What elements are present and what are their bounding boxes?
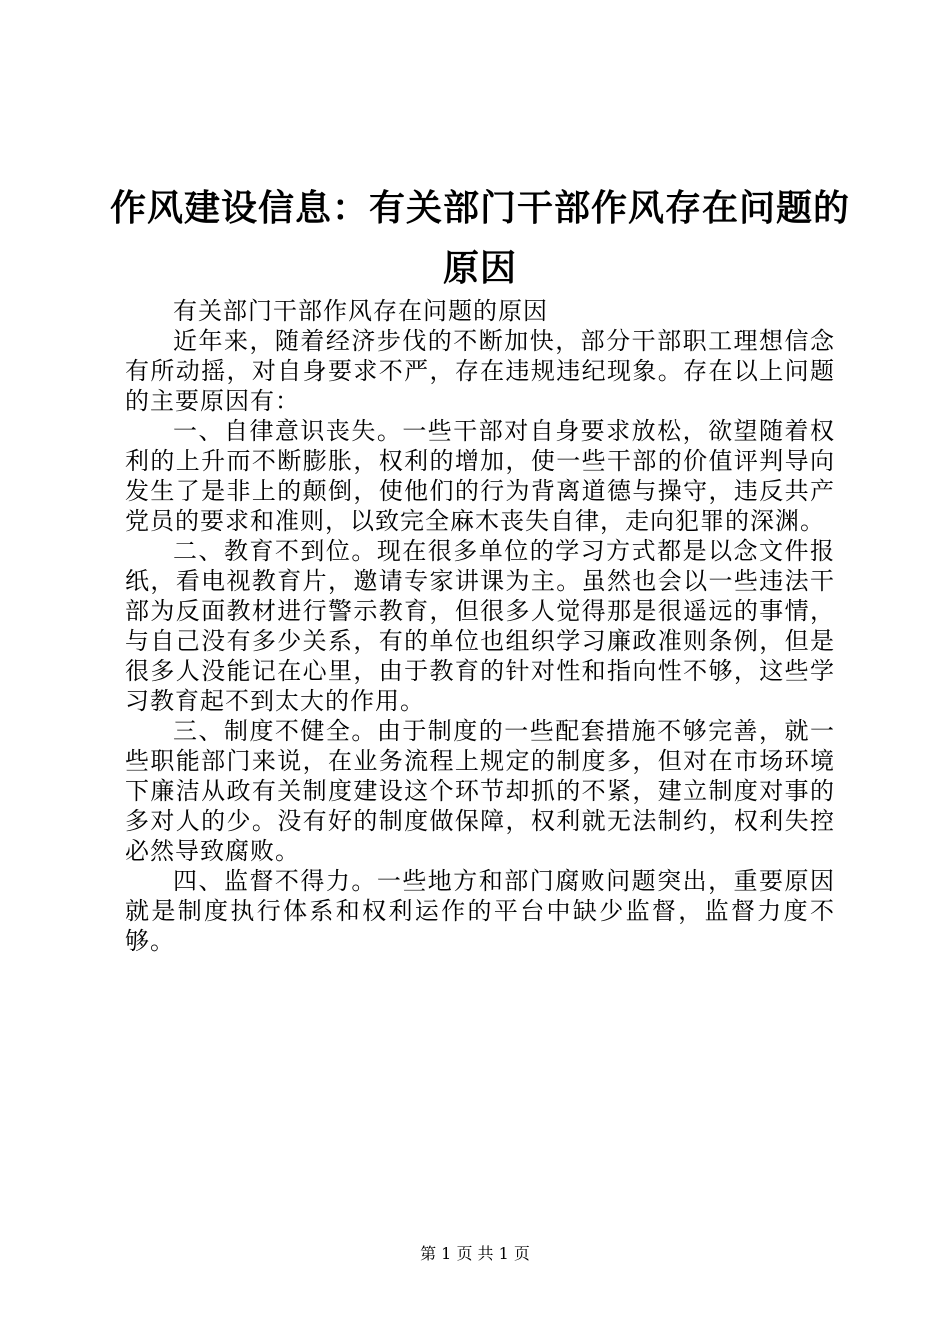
paragraph-point-3: 三、制度不健全。由于制度的一些配套措施不够完善，就一些职能部门来说，在业务流程上规定的制度多，但对在市场环境下廉洁从政有关制度建设这个环节却抓的不紧，建立制度对事的多对人的少。没有好的制度做保障，权利就无法制约，权利失控必然导致腐败。 bbox=[125, 717, 835, 865]
page-footer: 第 1 页 共 1 页 bbox=[420, 1244, 530, 1263]
paragraph-point-2: 二、教育不到位。现在很多单位的学习方式都是以念文件报纸，看电视教育片，邀请专家讲课为主。虽然也会以一些违法干部为反面教材进行警示教育，但很多人觉得那是很遥远的事情，与自己没有多少关系，有的单位也组织学习廉政准则条例，但是很多人没能记在心里，由于教育的针对性和指向性不够，这些学习教育起不到太大的作用。 bbox=[125, 537, 835, 715]
paragraph-intro: 近年来，随着经济步伐的不断加快，部分干部职工理想信念有所动摇，对自身要求不严，存在违规违纪现象。存在以上问题的主要原因有： bbox=[125, 327, 835, 415]
paragraph-subtitle: 有关部门干部作风存在问题的原因 bbox=[173, 297, 548, 325]
paragraph-point-4: 四、监督不得力。一些地方和部门腐败问题突出，重要原因就是制度执行体系和权利运作的平台中缺少监督，监督力度不够。 bbox=[125, 867, 835, 955]
document-title: 作风建设信息：有关部门干部作风存在问题的原因 bbox=[109, 187, 850, 289]
paragraph-point-1: 一、自律意识丧失。一些干部对自身要求放松，欲望随着权利的上升而不断膨胀，权利的增加，使一些干部的价值评判导向发生了是非上的颠倒，使他们的行为背离道德与操守，违反共产党员的要求和准则，以致完全麻木丧失自律，走向犯罪的深渊。 bbox=[125, 417, 835, 535]
document-body bbox=[125, 296, 835, 956]
